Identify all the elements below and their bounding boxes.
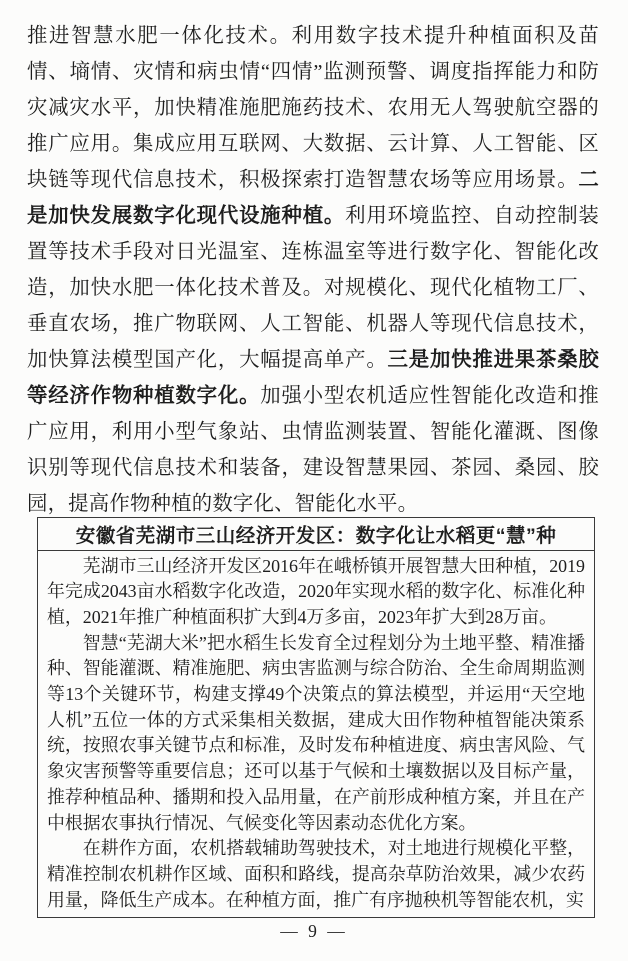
case-study-box-title: 安徽省芜湖市三山经济开发区：数字化让水稻更“慧”种 xyxy=(38,518,594,551)
case-study-paragraph-3: 在耕作方面，农机搭载辅助驾驶技术，对土地进行规模化平整，精准控制农机耕作区域、面积和路线，提高杂草防治效果，减少农药用量，降低生产成本。在种植方面，推广有序抛秧机等智能农机，实 xyxy=(47,838,585,910)
bold-point-two-heading: 二是加快发展数字化现代设施种植。 xyxy=(27,169,599,227)
body-text-segment: 推进智慧水肥一体化技术。利用数字技术提升种植面积及苗情、墒情、灾情和病虫情“四情”监测预警、调度指挥能力和防灾减灾水平，加快精准施肥施药技术、农用无人驾驶航空器的推广应用。集成应用互联网、大数据、云计算、人工智能、区块链等现代信息技术，积极探索打造智慧农场等应用场景。 xyxy=(27,25,599,191)
case-study-box-body xyxy=(38,551,594,917)
body-text-segment: 利用环境监控、自动控制装置等技术手段对日光温室、连栋温室等进行数字化、智能化改造，加快水肥一体化技术普及。对规模化、现代化植物工厂、垂直农场，推广物联网、人工智能、机器人等现代信息技术，加快算法模型国产化，大幅提高单产。 xyxy=(27,205,600,371)
bold-point-three-heading: 三是加快推进果茶桑胶等经济作物种植数字化。 xyxy=(27,349,599,407)
case-study-box xyxy=(37,517,595,918)
main-body-paragraph xyxy=(27,18,599,522)
body-text-segment: 加强小型农机适应性智能化改造和推广应用，利用小型气象站、虫情监测装置、智能化灌溉、图像识别等现代信息技术和装备，建设智慧果园、茶园、桑园、胶园，提高作物种植的数字化、智能化水平。 xyxy=(27,385,600,515)
page-number: — 9 — xyxy=(280,921,348,941)
case-study-paragraph-2: 智慧“芜湖大米”把水稻生长发育全过程划分为土地平整、精准播种、智能灌溉、精准施肥、病虫害监测与综合防治、全生命周期监测等13个关键环节，构建支撑49个决策点的算法模型，并运用“天空地人机”五位一体的方式采集相关数据，建成大田作物种植智能决策系统，按照农事关键节点和标准，及时发布种植进度、病虫害风险、气象灾害预警等重要信息；还可以基于气候和土壤数据以及目标产量，推荐种植品种、播期和投入品用量，在产前形成种植方案，并且在产中根据农事执行情况、气候变化等因素动态优化方案。 xyxy=(47,632,585,833)
case-study-paragraph-1: 芜湖市三山经济开发区2016年在峨桥镇开展智慧大田种植，2019年完成2043亩水稻数字化改造，2020年实现水稻的数字化、标准化种植，2021年推广种植面积扩大到4万多亩，2023年扩大到28万亩。 xyxy=(47,555,585,627)
